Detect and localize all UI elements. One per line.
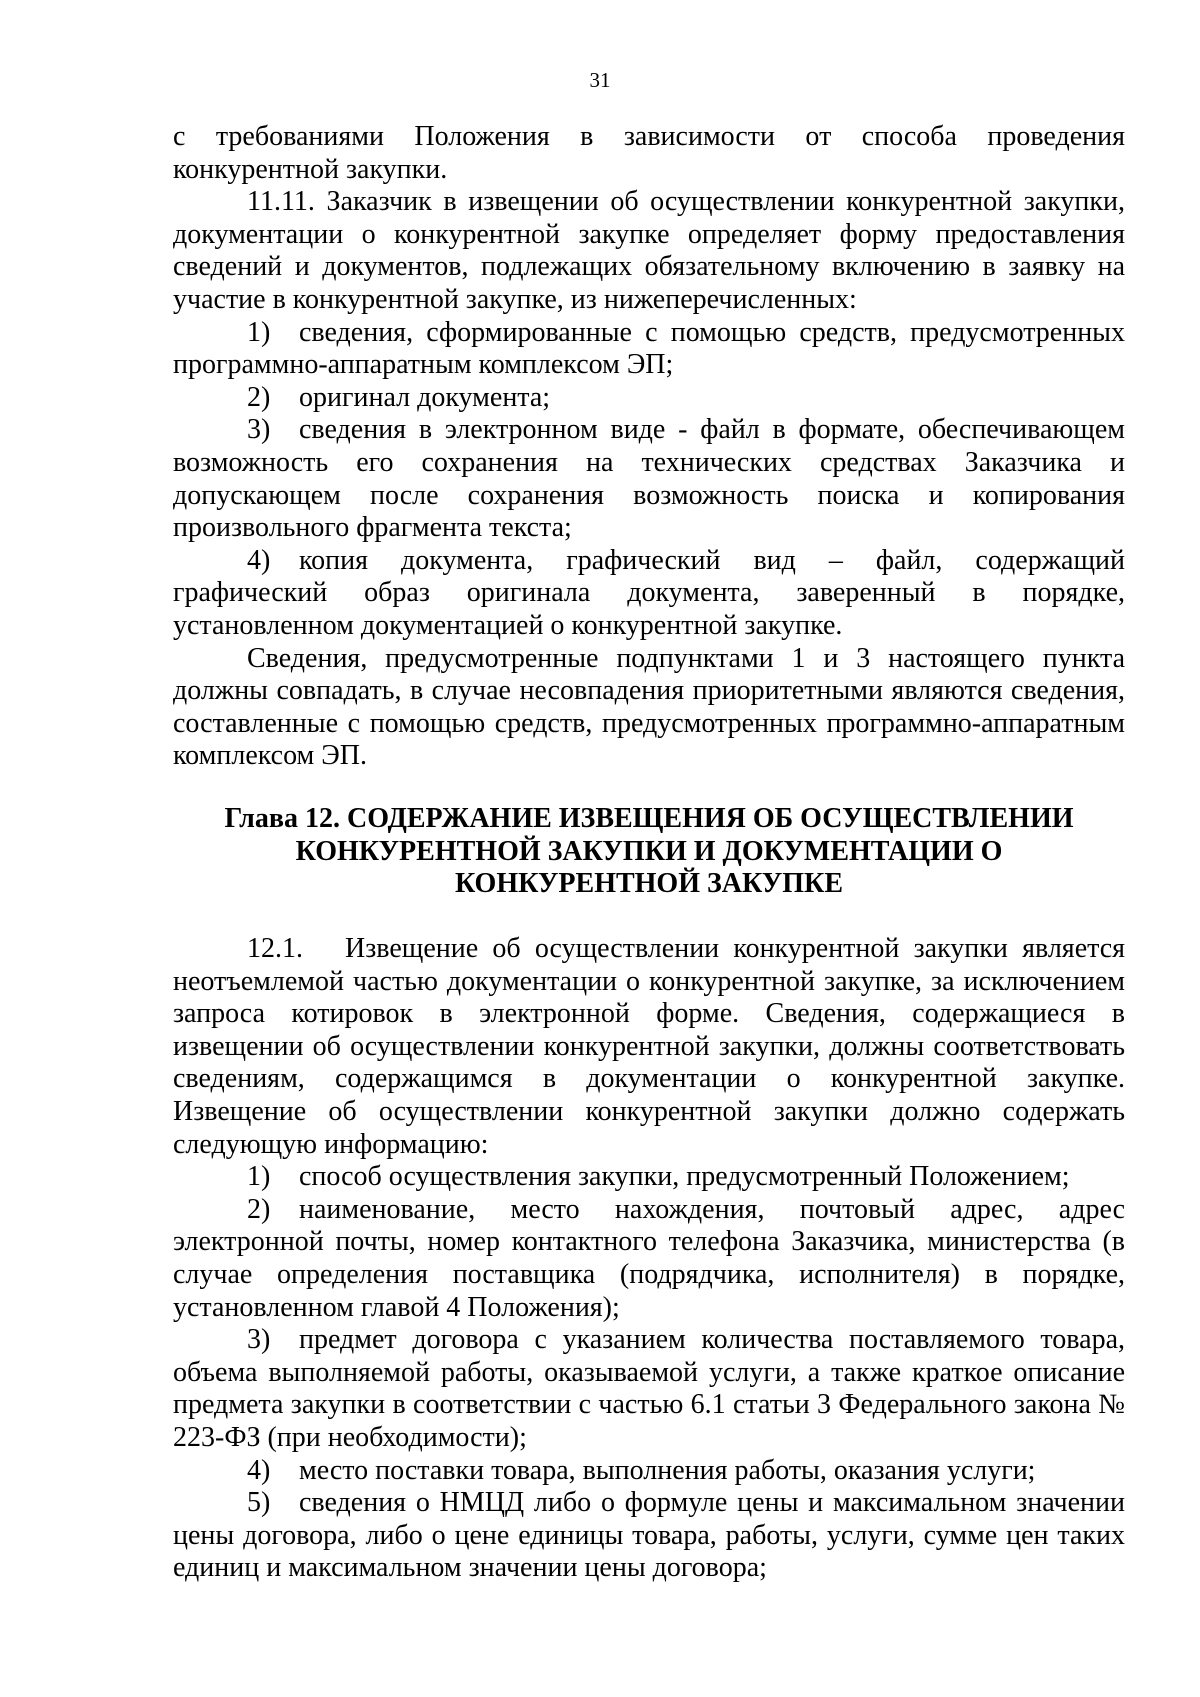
list-item-text: наименование, место нахождения, почтовый адрес, адрес электронной почты, номер контактного телефона Заказчика, министерства (в случае определения поставщика (подрядчика, исполнителя) в порядке, установленном главой 4 Положения); <box>173 1193 1125 1323</box>
list-item-text: место поставки товара, выполнения работы, оказания услуги; <box>299 1454 1036 1486</box>
list-item-number: 2) <box>247 381 271 413</box>
list-item-number: 2) <box>247 1193 271 1225</box>
list-item-text: сведения в электронном виде - файл в формате, обеспечивающем возможность его сохранения на технических средствах Заказчика и допускающем после сохранения возможность поиска и копирования произвольного фрагмента текста; <box>173 414 1125 544</box>
heading-line: КОНКУРЕНТНОЙ ЗАКУПКИ И ДОКУМЕНТАЦИИ О <box>295 835 1003 867</box>
paragraph-text: Извещение об осуществлении конкурентной закупки является неотъемлемой частью документации о конкурентной закупке, за исключением запроса котировок в электронной форме. Сведения, содержащиеся в извещении об осуществлении конкурентной закупки, должны соответствовать сведениям, содержащимся в документации о конкурентной закупке. Извещение об осуществлении конкурентной закупки должно содержать следующую информацию: <box>173 933 1125 1160</box>
list-item-number: 3) <box>247 1324 271 1356</box>
list-item-text: сведения, сформированные с помощью средств, предусмотренных программно-аппаратным комплексом ЭП; <box>173 316 1125 381</box>
list-item <box>173 1161 1125 1194</box>
paragraph-number: 12.1. <box>247 933 303 964</box>
paragraph-12-1 <box>173 933 1125 1161</box>
page-number: 31 <box>589 68 611 92</box>
paragraph-11-11: 11.11. Заказчик в извещении об осуществлении конкурентной закупки, документации о конкурентной закупке определяет форму предоставления сведений и документов, подлежащих обязательному включению в заявку на участие в конкурентной закупке, из нижеперечисленных: <box>173 186 1125 315</box>
list-item-number: 5) <box>247 1487 271 1519</box>
list-item-text: способ осуществления закупки, предусмотренный Положением; <box>299 1161 1070 1193</box>
list-item-number: 4) <box>247 1454 271 1486</box>
section-12-text <box>173 933 1125 1585</box>
list-item-number: 1) <box>247 1161 271 1193</box>
list-item-number: 1) <box>247 316 271 348</box>
list-item <box>173 382 1125 415</box>
list-item-number: 3) <box>247 414 271 446</box>
list-item-text: копия документа, графический вид – файл, содержащий графический образ оригинала документа, заверенный в порядке, установленном документацией о конкурентной закупке. <box>173 544 1125 641</box>
list-item-number: 4) <box>247 544 271 576</box>
list-item-text: сведения о НМЦД либо о формуле цены и максимальном значении цены договора, либо о цене единицы товара, работы, услуги, сумме цен таких единиц и максимальном значении цены договора; <box>173 1487 1125 1584</box>
continuation-paragraph: с требованиями Положения в зависимости от способа проведения конкурентной закупки. <box>173 121 1125 185</box>
list-item <box>173 1487 1125 1585</box>
list-item <box>173 414 1125 544</box>
list-item <box>173 1194 1125 1324</box>
list-item <box>173 1455 1125 1488</box>
list-item-text: предмет договора с указанием количества поставляемого товара, объема выполняемой работы, оказываемой услуги, а также краткое описание предмета закупки в соответствии с частью 6.1 статьи 3 Федерального закона № 223-ФЗ (при необходимости); <box>173 1324 1125 1453</box>
list-item <box>173 317 1125 382</box>
list-item <box>173 1324 1125 1454</box>
chapter-12-heading <box>173 803 1125 901</box>
list-item-text: оригинал документа; <box>299 381 551 413</box>
note-paragraph: Сведения, предусмотренные подпунктами 1 и 3 настоящего пункта должны совпадать, в случае несовпадения приоритетными являются сведения, составленные с помощью средств, предусмотренных программно-аппаратным комплексом ЭП. <box>173 642 1125 772</box>
section-11-text <box>173 121 1125 773</box>
heading-line: Глава 12. СОДЕРЖАНИЕ ИЗВЕЩЕНИЯ ОБ ОСУЩЕСТВЛЕНИИ <box>224 803 1074 834</box>
heading-line: КОНКУРЕНТНОЙ ЗАКУПКЕ <box>454 868 844 900</box>
list-item <box>173 545 1125 643</box>
